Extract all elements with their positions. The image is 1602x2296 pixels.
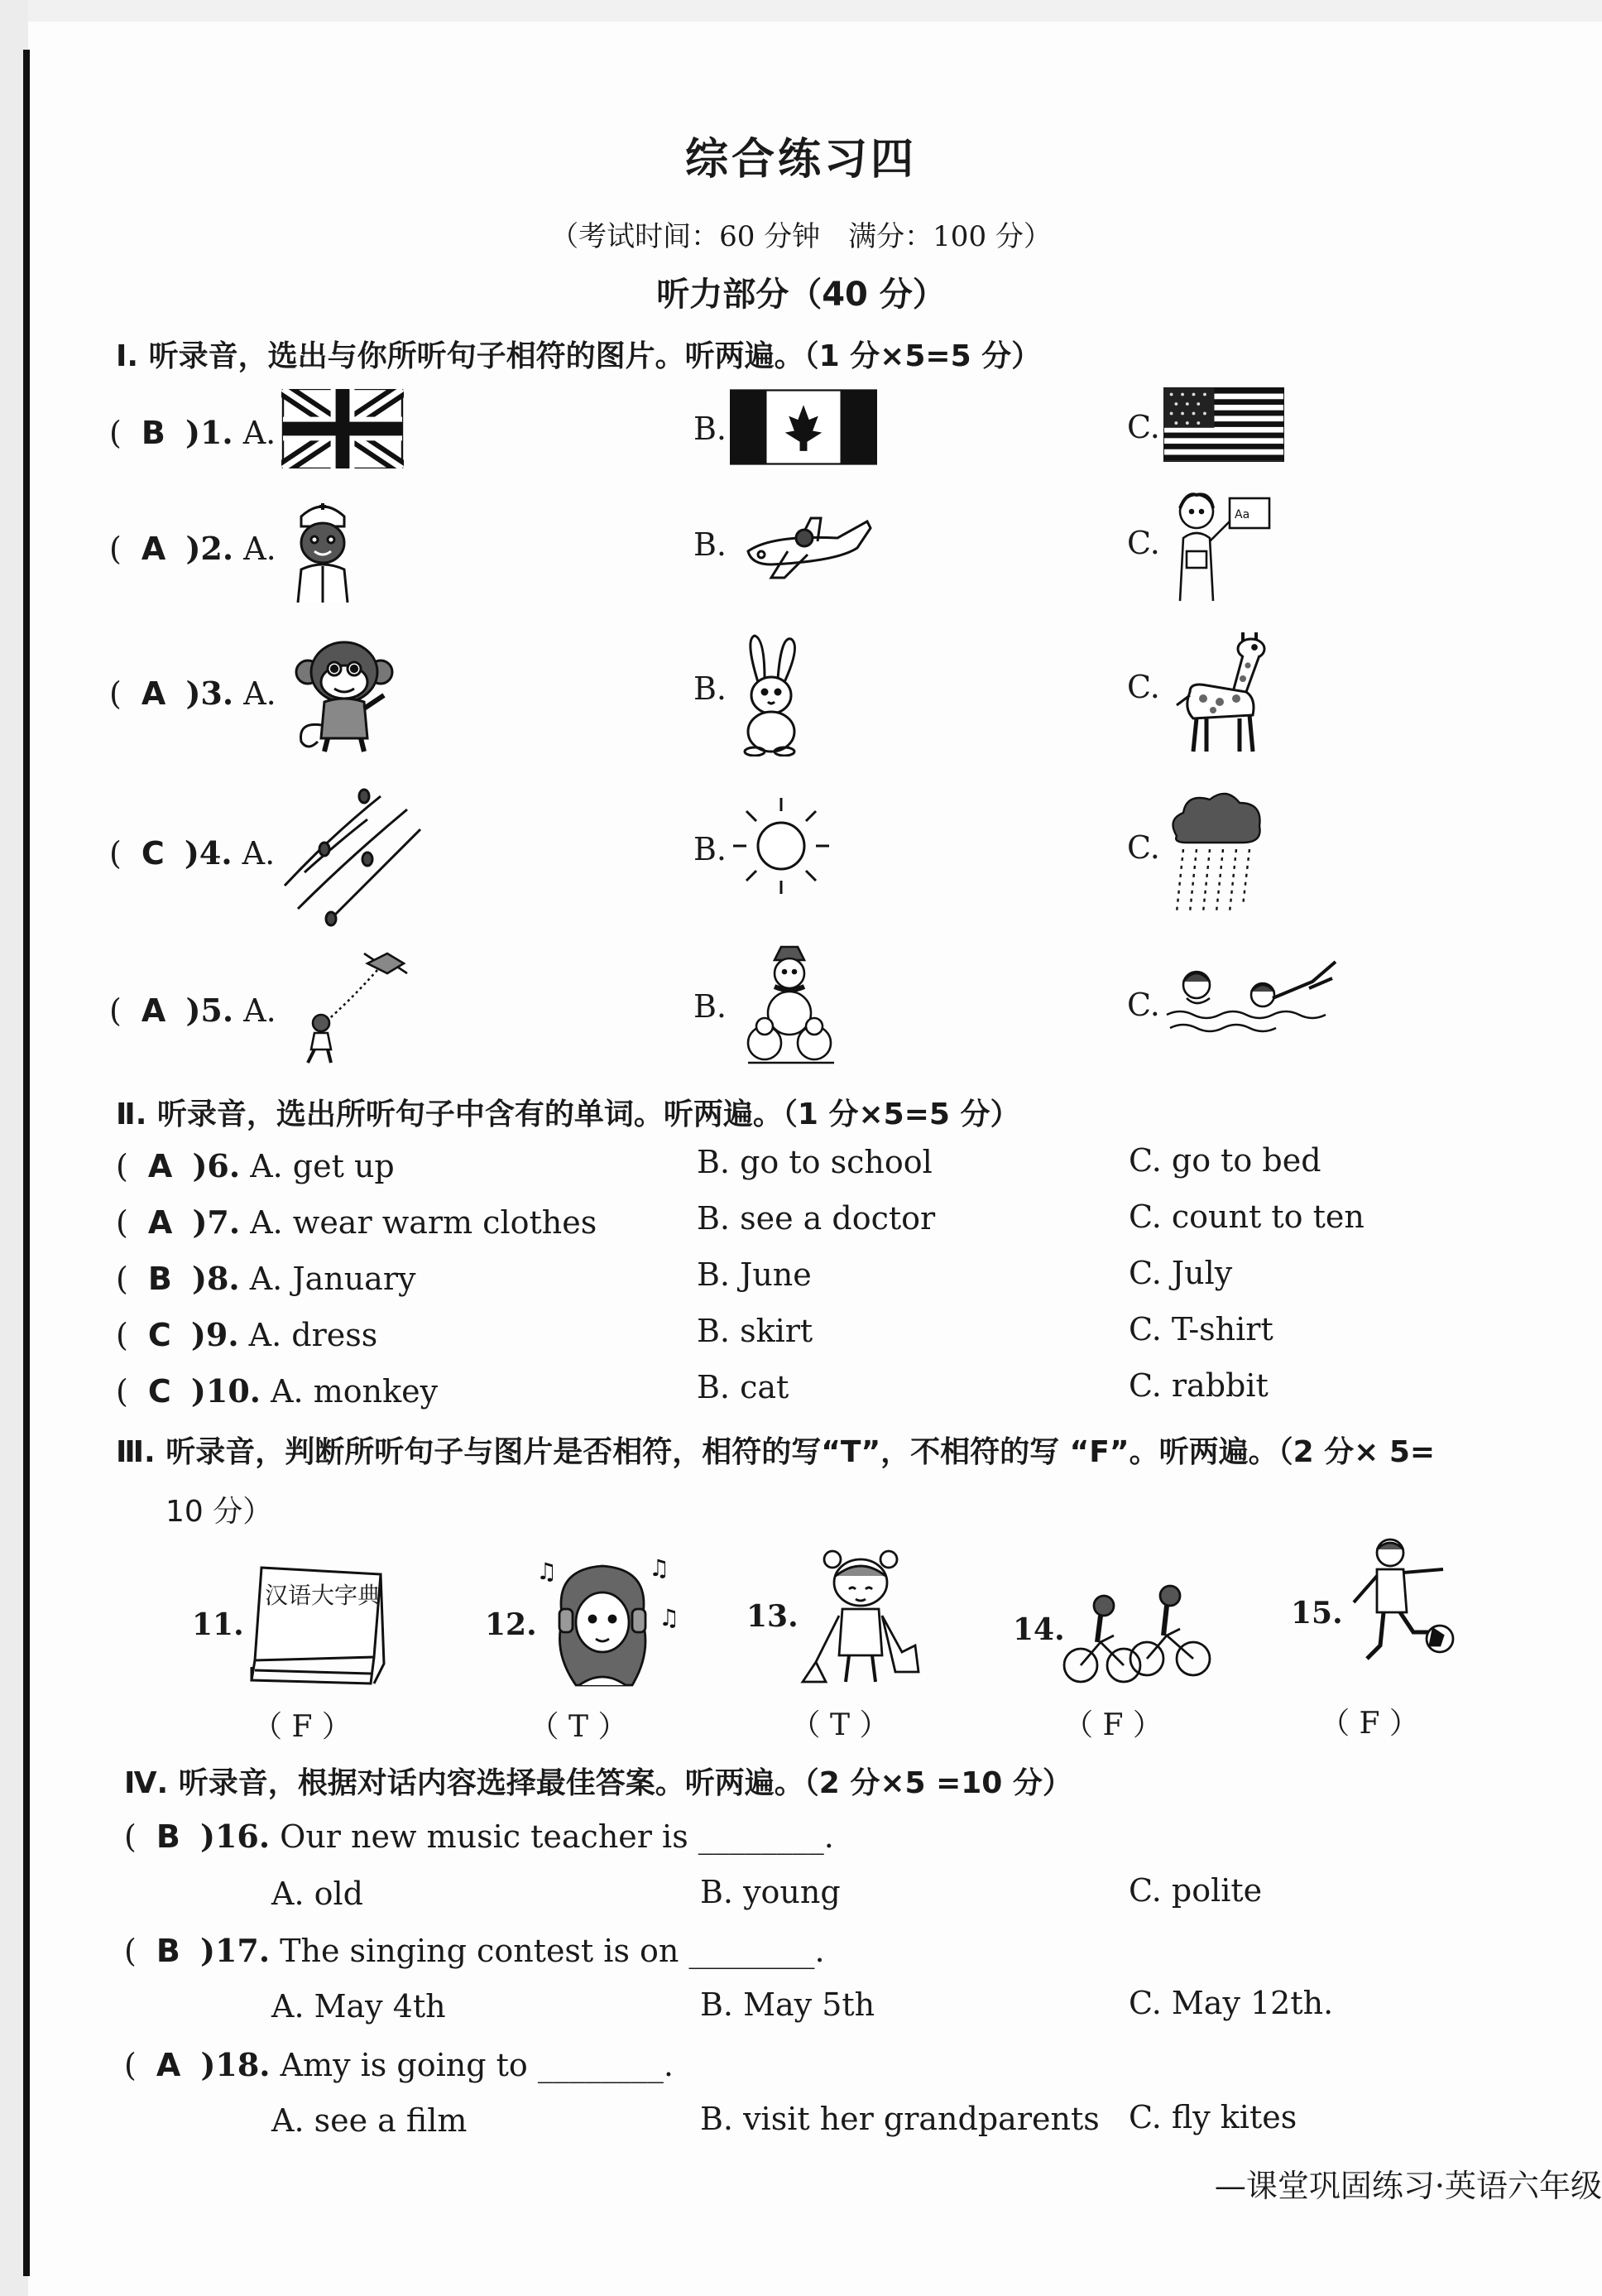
giraffe-icon <box>1173 626 1279 758</box>
q10-number: )10. <box>190 1372 261 1410</box>
q8-option-a: A. January <box>249 1261 416 1297</box>
q6-option-c: C. go to bed <box>1129 1142 1321 1179</box>
q16-number: )16. <box>199 1818 271 1855</box>
canada-flag-icon <box>730 389 877 468</box>
part-heading: 听力部分（40 分） <box>656 276 946 314</box>
q10-option-a: A. monkey <box>271 1373 439 1410</box>
q5-option-c: C. <box>1127 987 1160 1023</box>
q9-option-b: B. skirt <box>697 1313 813 1349</box>
q7-option-a: A. wear warm clothes <box>250 1204 597 1241</box>
section-1-heading: Ⅰ. 听录音，选出与你所听句子相符的图片。听两遍。（1 分×5=5 分） <box>116 339 1042 373</box>
kite-flying-icon <box>301 950 409 1069</box>
q17-option-b: B. May 5th <box>700 1986 875 2023</box>
q8-answer: B <box>147 1261 172 1297</box>
q5-answer: A <box>141 992 166 1029</box>
q1-open: ( <box>109 415 122 451</box>
girl-sweeping-icon <box>799 1546 923 1690</box>
q16-option-a: A. old <box>271 1876 363 1912</box>
q3-option-b: B. <box>693 670 727 707</box>
q3-line <box>109 675 276 712</box>
exam-info: （考试时间：60 分钟 满分：100 分） <box>550 220 1052 253</box>
q18-stem: Amy is going to ________. <box>280 2047 674 2083</box>
q4-number: )4. <box>184 834 233 872</box>
q8-option-c: C. July <box>1129 1255 1233 1291</box>
rabbit-icon <box>731 632 811 760</box>
uk-flag-icon <box>281 389 404 472</box>
section-4-heading: Ⅳ. 听录音，根据对话内容选择最佳答案。听两遍。（2 分×5 =10 分） <box>124 1766 1072 1800</box>
q2-number: )2. <box>185 530 234 567</box>
item-14-answer: （ F ） <box>1063 1708 1163 1742</box>
q7-answer: A <box>147 1204 173 1241</box>
q8-line <box>116 1260 415 1297</box>
q2-option-c: C. <box>1127 525 1160 561</box>
q6-option-b: B. go to school <box>697 1144 933 1180</box>
item-11-answer: （ F ） <box>252 1710 352 1744</box>
q4-option-a: A. <box>242 835 276 872</box>
q18-option-a: A. see a film <box>271 2102 468 2139</box>
q9-answer: C <box>147 1317 171 1353</box>
q6-number: )6. <box>192 1147 241 1184</box>
q16-answer: B <box>156 1818 180 1855</box>
q6-open: ( <box>116 1148 128 1184</box>
kids-cycling-icon <box>1061 1569 1211 1695</box>
q7-number: )7. <box>192 1203 241 1241</box>
q5-option-a: A. <box>243 992 276 1029</box>
q1-number: )1. <box>185 414 233 451</box>
q18-open: ( <box>124 2047 137 2083</box>
q4-option-b: B. <box>693 831 727 867</box>
item-13-answer: （ T ） <box>790 1708 890 1742</box>
q1-answer: B <box>141 415 165 451</box>
item-14-number: 14. <box>1013 1612 1065 1647</box>
q17-open: ( <box>124 1933 137 1969</box>
q5-number: )5. <box>185 992 234 1029</box>
item-13-number: 13. <box>746 1599 799 1634</box>
q18-option-c: C. fly kites <box>1129 2099 1297 2135</box>
q2-open: ( <box>109 531 122 567</box>
q3-option-a: A. <box>243 675 276 712</box>
q9-number: )9. <box>190 1316 239 1353</box>
girl-headphones-icon <box>530 1553 679 1697</box>
svg-text:♫: ♫ <box>659 1604 679 1631</box>
q1-line <box>109 414 276 451</box>
rain-cloud-icon <box>1163 786 1266 917</box>
q17-option-a: A. May 4th <box>271 1988 446 2025</box>
q8-option-b: B. June <box>697 1256 812 1293</box>
q6-option-a: A. get up <box>250 1148 395 1184</box>
q5-option-b: B. <box>693 988 727 1025</box>
binding-bar <box>23 50 30 2276</box>
q16-stem: Our new music teacher is ________. <box>280 1818 834 1855</box>
q4-option-c: C. <box>1127 829 1160 866</box>
page-footer: —课堂巩固练习·英语六年级 <box>1214 2168 1602 2204</box>
q5-open: ( <box>109 992 122 1029</box>
q17-line <box>124 1932 825 1969</box>
q6-line <box>116 1147 395 1184</box>
q4-line <box>109 834 275 872</box>
section-3-heading-cont: 10 分） <box>165 1495 273 1529</box>
q7-open: ( <box>116 1204 128 1241</box>
q17-stem: The singing contest is on ________. <box>280 1933 825 1969</box>
q9-line <box>116 1316 377 1353</box>
q9-open: ( <box>116 1317 128 1353</box>
q16-open: ( <box>124 1818 137 1855</box>
q17-number: )17. <box>199 1932 271 1969</box>
q2-option-a: A. <box>243 531 276 567</box>
q1-option-a: A. <box>242 415 276 451</box>
q18-number: )18. <box>200 2046 271 2083</box>
section-2-heading: Ⅱ. 听录音，选出所听句子中含有的单词。听两遍。（1 分×5=5 分） <box>116 1098 1020 1131</box>
q16-line <box>124 1818 834 1855</box>
q16-option-b: B. young <box>700 1874 841 1910</box>
monkey-icon <box>291 636 399 760</box>
q2-line <box>109 530 276 567</box>
section-3-heading: Ⅲ. 听录音，判断所听句子与图片是否相符，相符的写“T”，不相符的写 “F”。听两遍。（2 分× 5= <box>116 1435 1436 1469</box>
q16-option-c: C. polite <box>1129 1872 1263 1909</box>
q4-answer: C <box>141 835 165 872</box>
swimming-icon <box>1163 952 1337 1046</box>
q9-option-a: A. dress <box>248 1317 378 1353</box>
svg-text:♫: ♫ <box>649 1554 670 1582</box>
svg-text:♫: ♫ <box>536 1558 558 1585</box>
q8-number: )8. <box>191 1260 240 1297</box>
q18-answer: A <box>156 2047 181 2083</box>
q3-number: )3. <box>185 675 234 712</box>
q3-option-c: C. <box>1127 669 1160 705</box>
item-12-number: 12. <box>485 1607 537 1642</box>
q10-option-c: C. rabbit <box>1129 1367 1269 1404</box>
item-11-number: 11. <box>192 1607 244 1642</box>
q6-answer: A <box>147 1148 173 1184</box>
q10-open: ( <box>116 1373 128 1410</box>
doctor-icon <box>281 493 364 612</box>
item-12-answer: （ T ） <box>529 1710 628 1744</box>
q18-line <box>124 2046 674 2083</box>
q7-option-c: C. count to ten <box>1129 1198 1365 1235</box>
q10-line <box>116 1372 438 1410</box>
q1-option-b: B. <box>693 411 727 447</box>
page-top-edge <box>0 0 1602 22</box>
item-15-number: 15. <box>1291 1596 1343 1631</box>
windy-leaves-icon <box>281 786 422 930</box>
page-title: 综合练习四 <box>684 135 917 185</box>
q10-answer: C <box>147 1373 171 1410</box>
q18-option-b: B. visit her grandparents <box>700 2101 1100 2137</box>
q10-option-b: B. cat <box>697 1369 789 1405</box>
q17-answer: B <box>156 1933 180 1969</box>
sun-icon <box>730 795 832 901</box>
q4-open: ( <box>109 835 122 872</box>
q2-option-b: B. <box>693 526 727 563</box>
q17-option-c: C. May 12th. <box>1129 1985 1334 2021</box>
boy-football-icon <box>1341 1536 1456 1688</box>
item-15-answer: （ F ） <box>1320 1707 1419 1741</box>
usa-flag-icon <box>1163 387 1284 465</box>
q3-answer: A <box>141 675 166 712</box>
q7-line <box>116 1203 597 1241</box>
svg-text:Aa: Aa <box>1235 508 1250 521</box>
snowman-icon <box>741 944 839 1068</box>
q9-option-c: C. T-shirt <box>1129 1311 1273 1347</box>
q1-option-c: C. <box>1127 409 1160 445</box>
airplane-icon <box>738 502 879 588</box>
q5-line <box>109 992 276 1029</box>
q3-open: ( <box>109 675 122 712</box>
q7-option-b: B. see a doctor <box>697 1200 936 1237</box>
teacher-icon <box>1163 485 1276 608</box>
dictionary-title: 汉语大字典 <box>265 1582 381 1609</box>
q8-open: ( <box>116 1261 128 1297</box>
q2-answer: A <box>141 531 166 567</box>
